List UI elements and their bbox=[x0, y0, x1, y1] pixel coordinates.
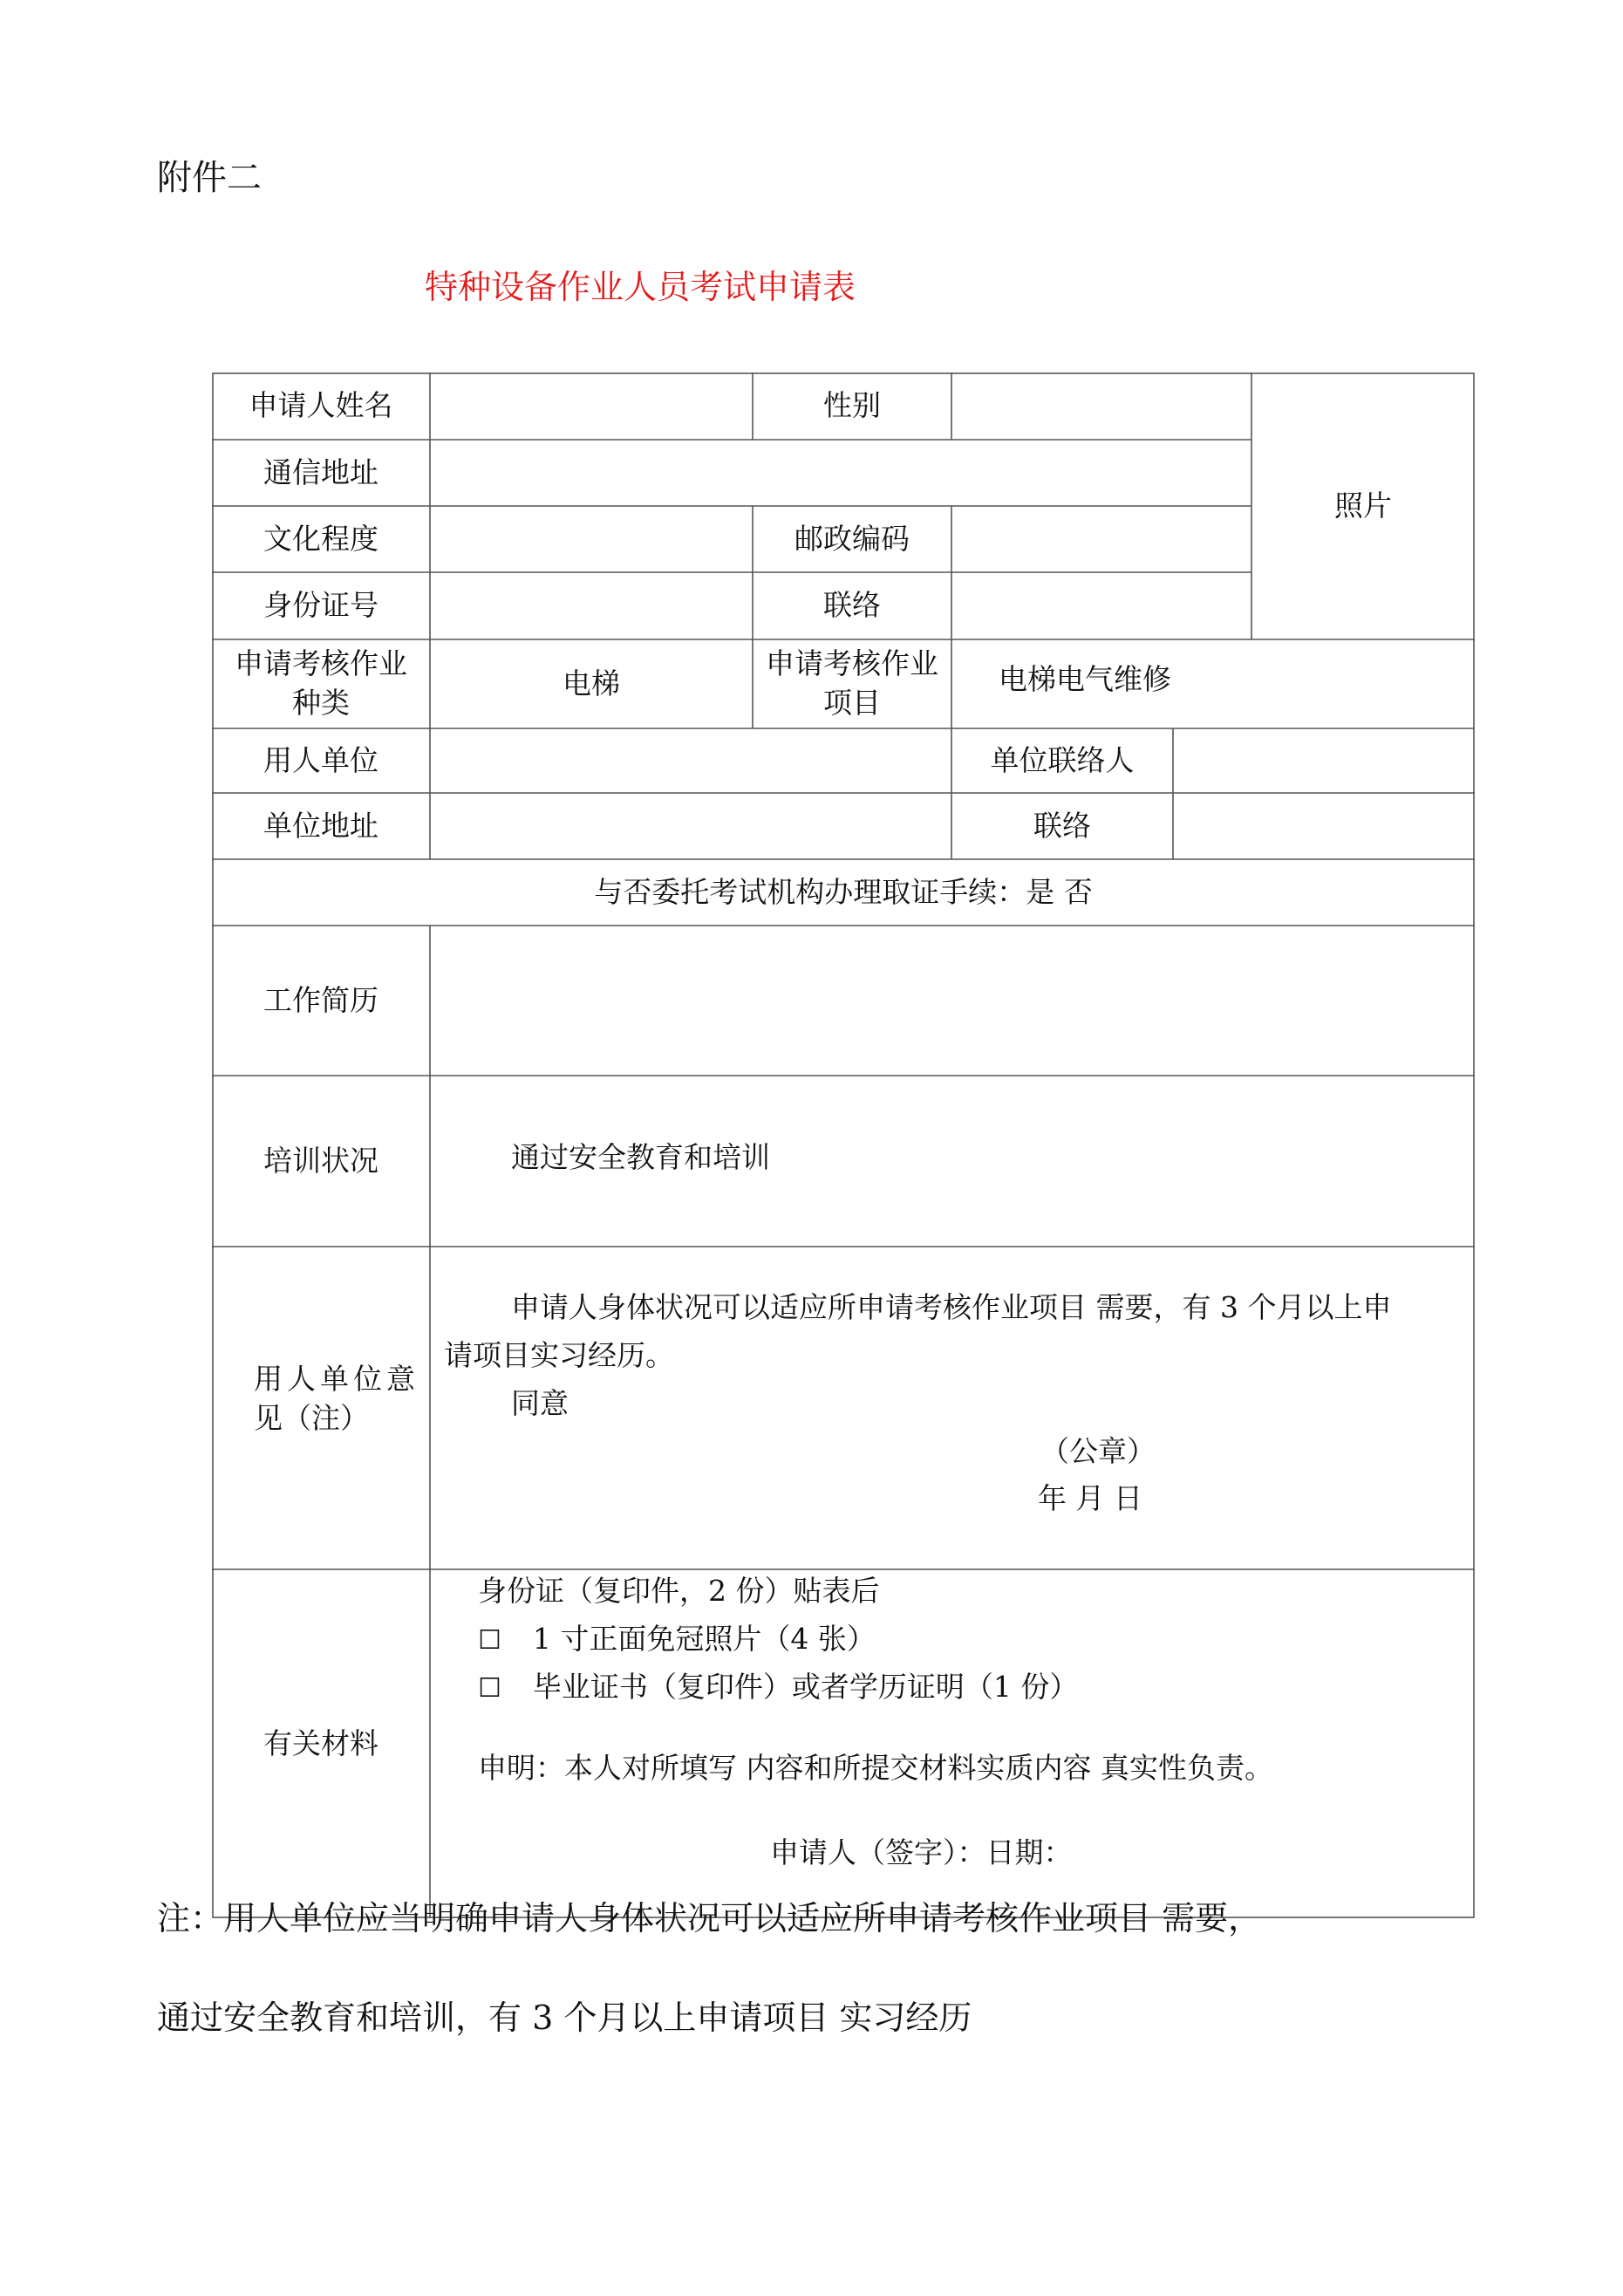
opinion-label-line2: 见（注） bbox=[254, 1400, 369, 1435]
id-number-label: 身份证号 bbox=[263, 588, 378, 623]
gender-label: 性别 bbox=[823, 388, 881, 423]
photo-box: 照片 bbox=[1334, 488, 1392, 523]
application-form-table bbox=[212, 372, 1475, 1918]
category-value: 电梯 bbox=[563, 666, 620, 700]
employer-phone-label: 联络 bbox=[1033, 808, 1091, 843]
opinion-text-line1: 申请人身体状况可以适应所申请考核作业项目 需要，有 3 个月以上申 bbox=[511, 1290, 1392, 1324]
footer-note-line1: 注：用人单位应当明确申请人身体状况可以适应所申请考核作业项目 需要， bbox=[157, 1899, 1262, 1937]
opinion-date: 年 月 日 bbox=[1038, 1481, 1142, 1515]
applicant-signature-date: 申请人（签字）：日期： bbox=[770, 1835, 1073, 1869]
opinion-label bbox=[254, 1360, 419, 1438]
declaration-text: 申明：本人对所填写 内容和所提交材料实质内容 真实性负责。 bbox=[478, 1751, 1273, 1785]
project-value: 电梯电气维修 bbox=[999, 662, 1171, 696]
training-value: 通过安全教育和培训 bbox=[511, 1140, 770, 1174]
project-label-line1: 申请考核作业 bbox=[766, 646, 938, 681]
checkbox-icon[interactable]: ☐ bbox=[478, 1625, 501, 1656]
employer-contact-label: 单位联络人 bbox=[990, 742, 1135, 777]
attachment-label: 附件二 bbox=[157, 158, 262, 198]
education-label: 文化程度 bbox=[263, 521, 378, 556]
material-item-photo-text: 1 寸正面免冠照片（4 张） bbox=[532, 1622, 876, 1656]
form-title: 特种设备作业人员考试申请表 bbox=[425, 268, 856, 306]
checkbox-icon[interactable]: ☐ bbox=[478, 1673, 501, 1704]
material-item-photo bbox=[478, 1620, 876, 1659]
entrust-question: 与否委托考试机构办理取证手续：是 否 bbox=[594, 874, 1093, 909]
opinion-label-line1: 用人单位意 bbox=[254, 1362, 419, 1396]
footer-note-line2: 通过安全教育和培训，有 3 个月以上申请项目 实习经历 bbox=[157, 1999, 972, 2037]
materials-label: 有关材料 bbox=[263, 1725, 378, 1760]
official-seal-label: （公章） bbox=[1040, 1434, 1156, 1468]
project-label-line2: 项目 bbox=[823, 686, 881, 720]
employer-address-label: 单位地址 bbox=[263, 808, 378, 843]
opinion-agree: 同意 bbox=[511, 1386, 569, 1420]
employer-label: 用人单位 bbox=[263, 742, 378, 777]
material-item-diploma bbox=[478, 1668, 1078, 1707]
category-label-line2: 种类 bbox=[292, 686, 350, 720]
material-item-id-copy: 身份证（复印件，2 份）贴表后 bbox=[478, 1574, 880, 1608]
postcode-label: 邮政编码 bbox=[794, 521, 910, 556]
material-item-diploma-text: 毕业证书（复印件）或者学历证明（1 份） bbox=[532, 1670, 1079, 1704]
category-label bbox=[212, 639, 430, 728]
contact-label: 联络 bbox=[823, 588, 881, 623]
category-label-line1: 申请考核作业 bbox=[235, 646, 407, 681]
work-history-label: 工作简历 bbox=[263, 982, 378, 1017]
address-label: 通信地址 bbox=[263, 454, 378, 489]
training-label: 培训状况 bbox=[263, 1143, 378, 1178]
project-label bbox=[753, 639, 951, 728]
opinion-text-line2: 请项目实习经历。 bbox=[444, 1338, 674, 1372]
name-label: 申请人姓名 bbox=[249, 388, 393, 423]
